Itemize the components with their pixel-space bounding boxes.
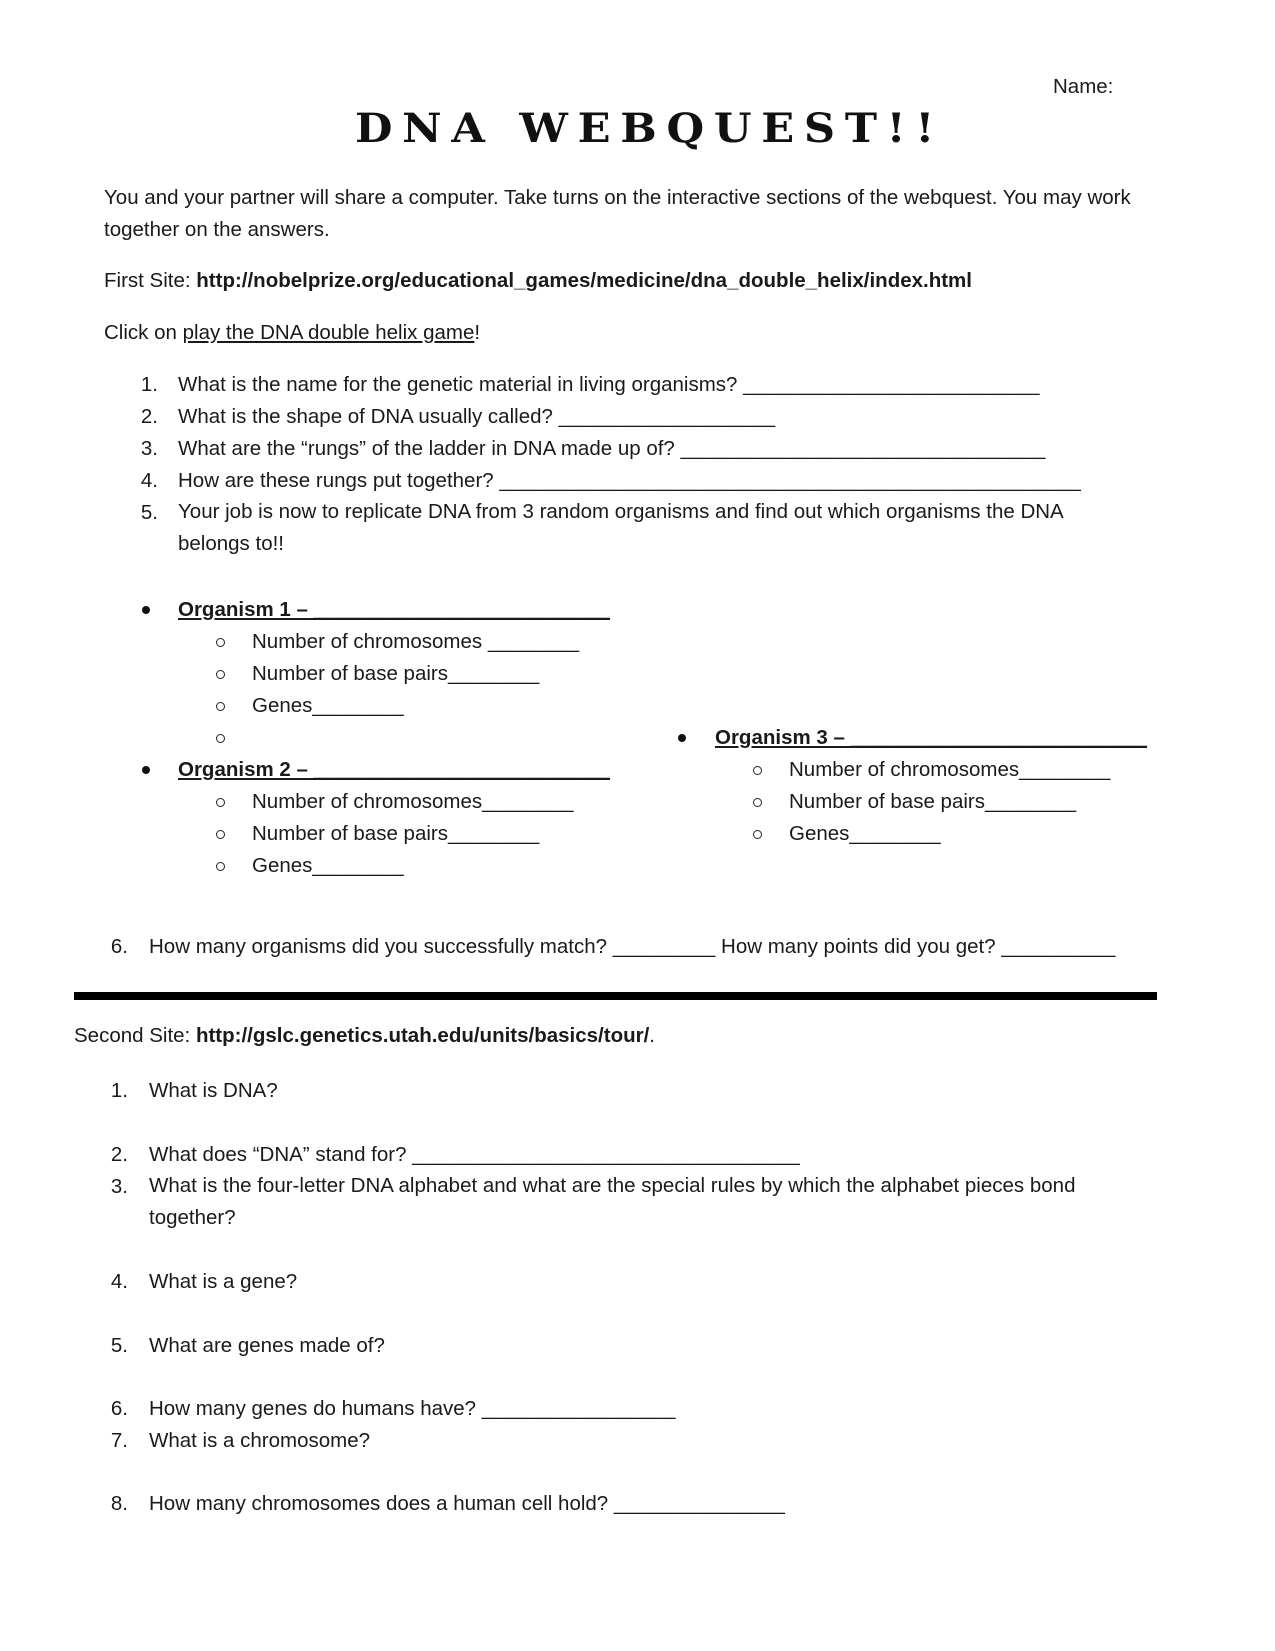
second-site-url[interactable]: http://gslc.genetics.utah.edu/units/basics/tour/ (195, 1024, 650, 1047)
intro-paragraph: You and your partner will share a computer. Take turns on the interactive sections of the webquest. You may work together on the answers. (104, 186, 1131, 241)
second-site-period: . (649, 1024, 655, 1047)
organism-2-genes: Genes________ (252, 854, 404, 877)
organism-2-label: Organism 2 – (178, 758, 308, 781)
page-title: DNA WEBQUEST!! (355, 105, 945, 152)
click-instruction (104, 323, 480, 344)
circle-bullet-icon (753, 830, 762, 839)
organism-2-chromosomes: Number of chromosomes________ (252, 790, 574, 813)
question-text: What are the “rungs” of the ladder in DNA made up of? ________________________________ (178, 437, 1046, 460)
organism-2-heading (178, 760, 610, 781)
organism-1-blank: __________________________ (307, 598, 611, 621)
circle-bullet-icon (216, 638, 225, 647)
question-number: 3. (140, 437, 158, 460)
question-text: What is the four-letter DNA alphabet and what are the special rules by which the alphabet pieces bond together? (149, 1174, 1076, 1229)
organism-1-label: Organism 1 – (178, 598, 308, 621)
question-number: 4. (110, 1270, 128, 1293)
first-site-label: First Site: (104, 269, 197, 292)
circle-bullet-icon (753, 798, 762, 807)
question-text: Your job is now to replicate DNA from 3 random organisms and find out which organisms the DNA belongs to!! (178, 500, 1063, 555)
second-site-label: Second Site: (74, 1024, 196, 1047)
click-prefix: Click on (104, 321, 183, 344)
second-site-line (74, 1026, 655, 1047)
circle-bullet-icon (753, 766, 762, 775)
question-number: 6. (110, 935, 128, 958)
question-text: What is a gene? (149, 1270, 298, 1293)
organism-2-base-pairs: Number of base pairs________ (252, 822, 540, 845)
question-text: How many chromosomes does a human cell hold? _______________ (149, 1492, 785, 1515)
question-number: 6. (110, 1397, 128, 1420)
organism-1-chromosomes: Number of chromosomes ________ (252, 630, 580, 653)
question-number: 5. (110, 1334, 128, 1357)
question-number: 2. (110, 1143, 128, 1166)
organism-3-blank: __________________________ (844, 726, 1148, 749)
organism-3-genes: Genes________ (789, 822, 941, 845)
bullet-icon (142, 766, 150, 774)
question-number: 8. (110, 1492, 128, 1515)
organism-3-base-pairs: Number of base pairs________ (789, 790, 1077, 813)
organism-2-blank: __________________________ (307, 758, 611, 781)
question-number: 4. (140, 469, 158, 492)
organism-1-base-pairs: Number of base pairs________ (252, 662, 540, 685)
circle-bullet-icon (216, 734, 225, 743)
question-number: 3. (110, 1175, 128, 1198)
circle-bullet-icon (216, 702, 225, 711)
question-text: What does “DNA” stand for? __________________________________ (149, 1143, 800, 1166)
first-site-line (104, 271, 972, 292)
question-number: 1. (110, 1079, 128, 1102)
question-number: 5. (140, 501, 158, 524)
bullet-icon (678, 734, 686, 742)
organism-1-heading (178, 600, 610, 621)
organism-3-label: Organism 3 – (715, 726, 845, 749)
organism-3-chromosomes: Number of chromosomes________ (789, 758, 1111, 781)
question-text: What are genes made of? (149, 1334, 385, 1357)
question-number: 7. (110, 1429, 128, 1452)
question-text: How are these rungs put together? ___________________________________________________ (178, 469, 1081, 492)
question-number: 2. (140, 405, 158, 428)
question-text: What is the shape of DNA usually called? ___________________ (178, 405, 776, 428)
click-suffix: ! (474, 321, 481, 344)
question-text: What is DNA? (149, 1079, 278, 1102)
circle-bullet-icon (216, 830, 225, 839)
first-site-url[interactable]: http://nobelprize.org/educational_games/medicine/dna_double_helix/index.html (196, 269, 972, 292)
question-text: What is a chromosome? (149, 1429, 371, 1452)
circle-bullet-icon (216, 670, 225, 679)
organism-1-genes: Genes________ (252, 694, 404, 717)
circle-bullet-icon (216, 862, 225, 871)
section-divider (74, 992, 1157, 1000)
circle-bullet-icon (216, 798, 225, 807)
question-text: What is the name for the genetic material in living organisms? __________________________ (178, 373, 1040, 396)
question-6-text: How many organisms did you successfully match? _________ How many points did you get? __________ (149, 935, 1116, 958)
play-game-link[interactable]: play the DNA double helix game (182, 321, 475, 344)
organism-3-heading (715, 728, 1147, 749)
name-label: Name: (1053, 75, 1114, 98)
question-text: How many genes do humans have? _________________ (149, 1397, 676, 1420)
bullet-icon (142, 606, 150, 614)
question-number: 1. (140, 373, 158, 396)
